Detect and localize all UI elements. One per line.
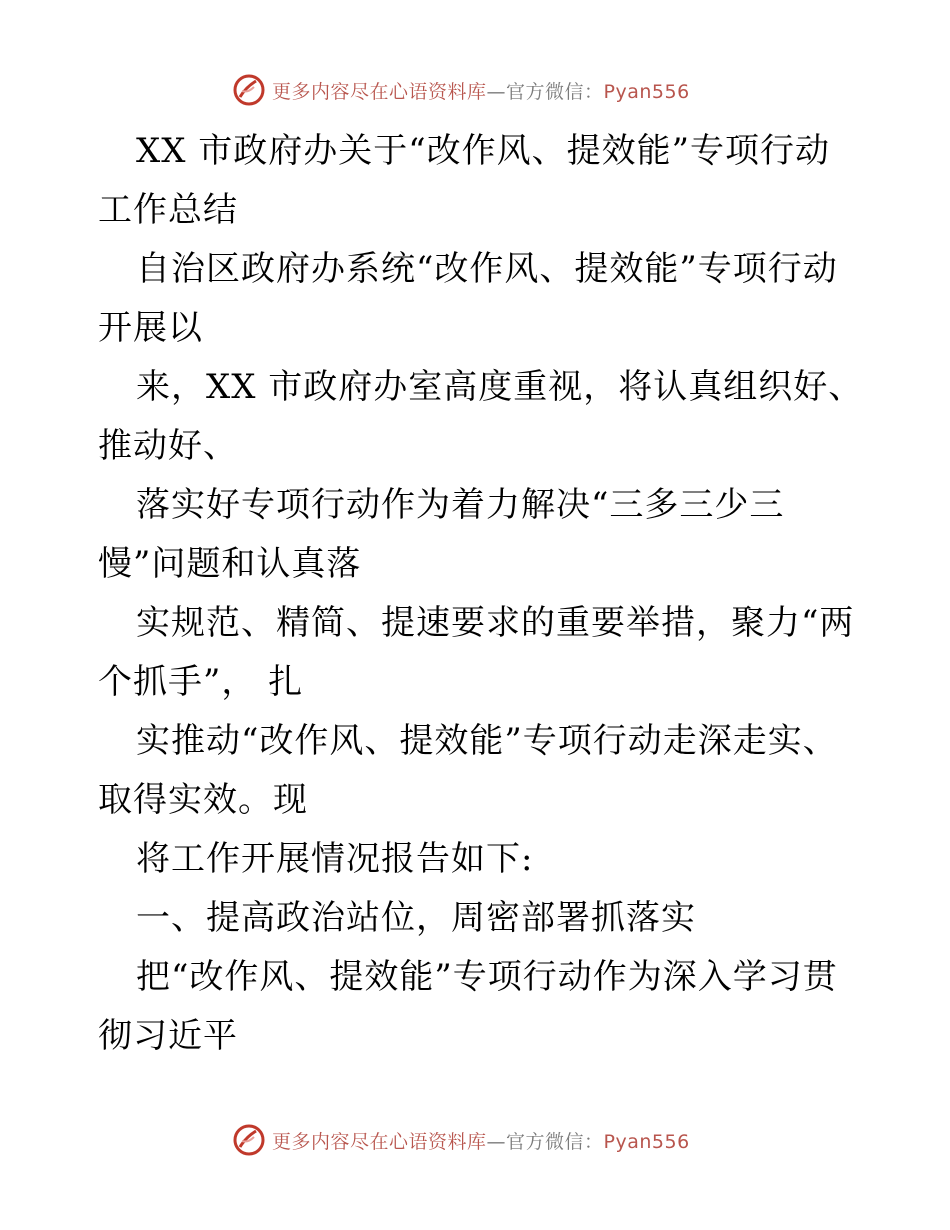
doc-line: 推动好、	[98, 426, 238, 466]
doc-line: XX 市政府办关于“改作风、提效能”专项行动	[136, 131, 830, 171]
red-brush-logo-icon	[232, 73, 266, 107]
red-brush-logo-icon	[232, 1123, 266, 1157]
footer-watermark-banner	[232, 1122, 690, 1158]
doc-line: 开展以	[98, 308, 203, 348]
doc-line: 落实好专项行动作为着力解决“三多三少三	[136, 485, 785, 525]
doc-line: 把“改作风、提效能”专项行动作为深入学习贯	[136, 957, 838, 997]
doc-line: 实规范、精简、提速要求的重要举措，聚力“两	[136, 603, 855, 643]
doc-line: 慢”问题和认真落	[98, 544, 362, 584]
doc-line: 个抓手”， 扎	[98, 662, 304, 702]
watermark-text	[272, 77, 690, 104]
doc-line: 将工作开展情况报告如下:	[136, 839, 534, 879]
doc-line: 自治区政府办系统“改作风、提效能”专项行动	[136, 249, 838, 289]
doc-line: 取得实效。现	[98, 780, 308, 820]
doc-line: 实推动“改作风、提效能”专项行动走深走实、	[136, 721, 838, 761]
doc-line: 工作总结	[98, 190, 238, 230]
watermark-main-text: 更多内容尽在心语资料库	[272, 80, 487, 103]
document-body	[98, 122, 868, 1066]
watermark-wechat-id: Pyan556	[603, 80, 690, 103]
watermark-wechat-id: Pyan556	[603, 1130, 690, 1153]
watermark-dash: —	[486, 80, 507, 103]
watermark-official-label: 官方微信：	[506, 1130, 604, 1153]
doc-line: 来，XX 市政府办室高度重视，将认真组织好、	[136, 367, 864, 407]
doc-line: 彻习近平	[98, 1016, 238, 1056]
watermark-text	[272, 1127, 690, 1154]
watermark-dash: —	[486, 1130, 507, 1153]
header-watermark-banner	[232, 72, 690, 108]
doc-line: 一、提高政治站位，周密部署抓落实	[136, 898, 696, 938]
watermark-official-label: 官方微信：	[506, 80, 604, 103]
watermark-main-text: 更多内容尽在心语资料库	[272, 1130, 487, 1153]
